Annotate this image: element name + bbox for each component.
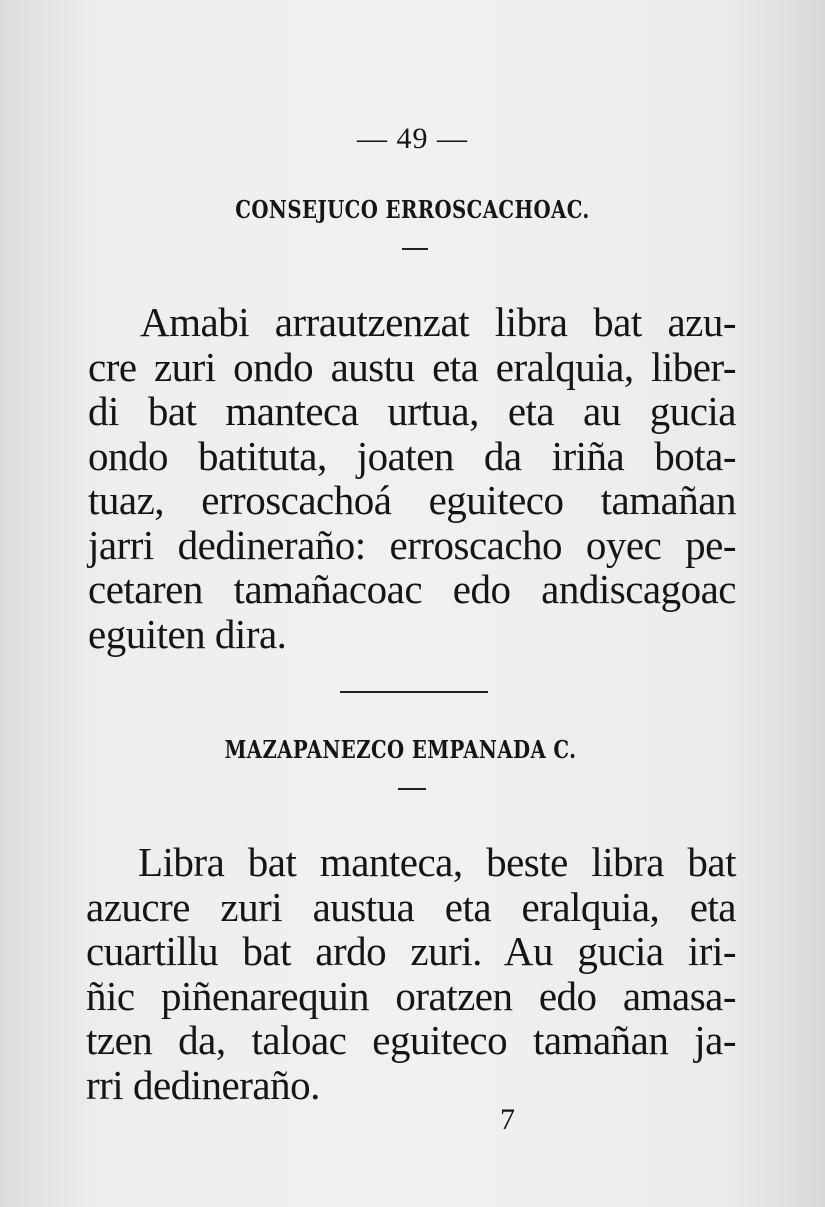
signature-mark: 7 — [500, 1103, 515, 1136]
paragraph-line: Amabi arrautzenzat libra bat azu- — [140, 299, 736, 345]
heading-divider — [398, 788, 426, 790]
section-heading-empanada: MAZAPANEZCO EMPANADA C. — [224, 735, 577, 764]
paragraph-line: tuaz, erroscachoá eguiteco tamañan — [88, 477, 736, 523]
paragraph-line: di bat manteca urtua, eta au gucia — [88, 388, 736, 434]
heading-divider — [402, 248, 428, 250]
paragraph-line: ondo batituta, joaten da iriña bota- — [88, 432, 736, 479]
paragraph-line: Libra bat manteca, beste libra bat — [138, 839, 736, 885]
paragraph-line: cetaren tamañacoac edo andiscagoac — [88, 566, 736, 612]
paragraph-line: rri dedineraño. — [86, 1061, 320, 1108]
paragraph-line: azucre zuri austua eta eralquia, eta — [86, 883, 736, 930]
paragraph-line: eguiten dira. — [88, 610, 287, 657]
section-separator-rule — [340, 691, 488, 693]
section-heading-erroscachoac: CONSEJUCO ERROSCACHOAC. — [235, 195, 590, 224]
paragraph-line: cre zuri ondo austu eta eralquia, liber- — [88, 343, 736, 390]
recipe-paragraph-empanada — [86, 840, 736, 1107]
paragraph-line: jarri dedineraño: erroscacho oyec pe- — [88, 521, 736, 568]
recipe-paragraph-erroscachoac — [88, 300, 736, 656]
paragraph-line: ñic piñenarequin oratzen edo amasa- — [86, 972, 736, 1019]
page-number: — 49 — — [357, 122, 468, 155]
paragraph-line: tzen da, taloac eguiteco tamañan ja- — [86, 1017, 736, 1063]
paragraph-line: cuartillu bat ardo zuri. Au gucia iri- — [86, 928, 736, 974]
